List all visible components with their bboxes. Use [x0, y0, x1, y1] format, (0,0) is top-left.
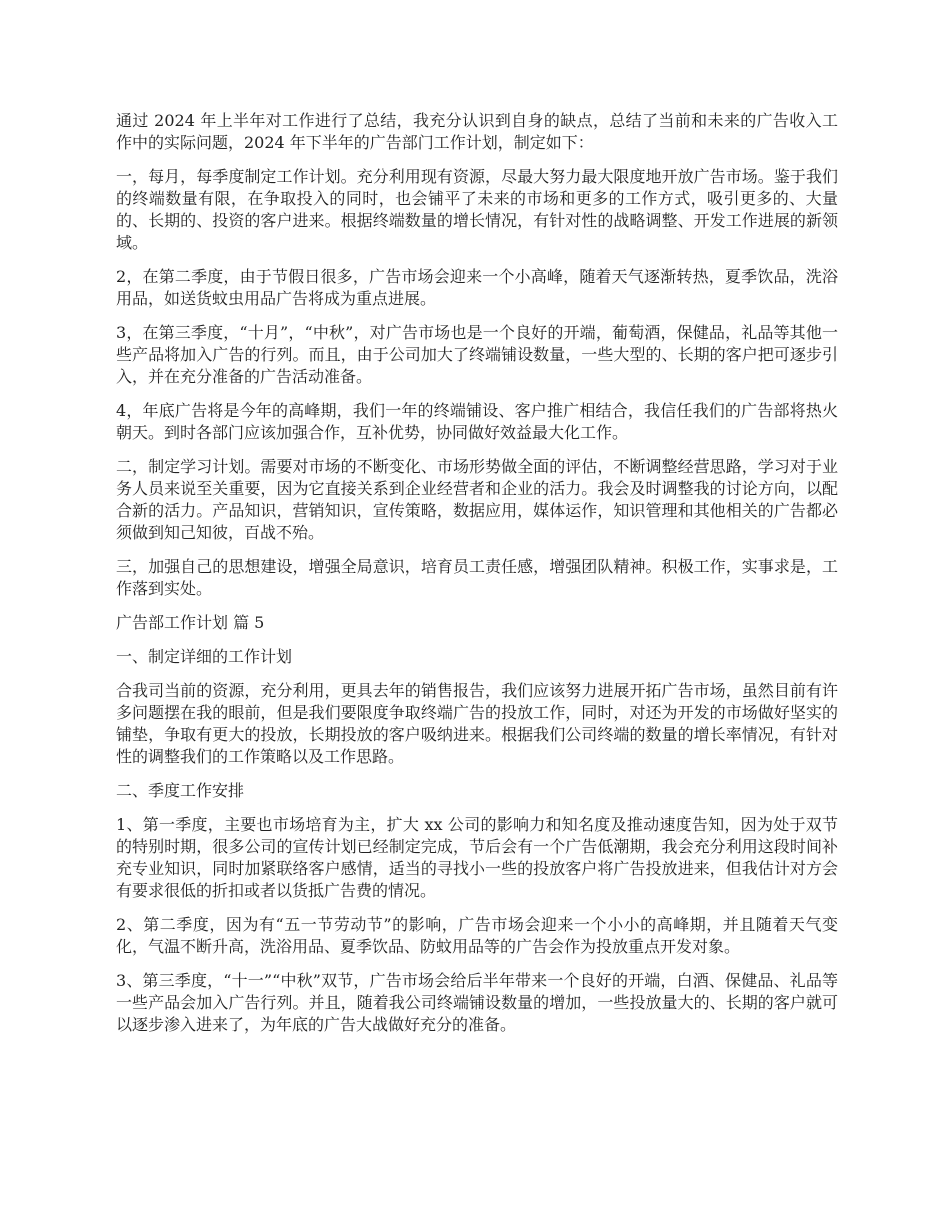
quarter-3-paragraph: 3、第三季度，“十一”“中秋”双节，广告市场会给后半年带来一个良好的开端，白酒、保健品、礼品等一些产品会加入广告行列。并且，随着我公司终端铺设数量的增加，一些投放量大的、长期的客户就可以逐步渗入进来了，为年底的广告大战做好充分的准备。 — [116, 971, 838, 1034]
subsection-title-quarterly: 二、季度工作安排 — [116, 781, 245, 800]
quarter-2-paragraph: 2、第二季度，因为有“五一节劳动节”的影响，广告市场会迎来一个小小的高峰期，并且随着天气变化，气温不断升高，洗浴用品、夏季饮品、防蚊用品等的广告会作为投放重点开发对象。 — [116, 915, 838, 956]
plan-item-q3: 3，在第三季度，“十月”，“中秋”，对广告市场也是一个良好的开端，葡萄酒，保健品，礼品等其他一些产品将加入广告的行列。而且，由于公司加大了终端铺设数量，一些大型的、长期的客户把可逐步引入，并在充分准备的广告活动准备。 — [116, 323, 838, 386]
plan-item-study: 二，制定学习计划。需要对市场的不断变化、市场形势做全面的评估，不断调整经营思路，学习对于业务人员来说至关重要，因为它直接关系到企业经营者和企业的活力。我会及时调整我的讨论方向，以配合新的活力。产品知识，营销知识，宣传策略，数据应用，媒体运作，知识管理和其他相关的广告都必须做到知己知彼，百战不殆。 — [116, 457, 838, 542]
intro-paragraph: 通过 2024 年上半年对工作进行了总结，我充分认识到自身的缺点，总结了当前和未来的广告收入工作中的实际问题，2024 年下半年的广告部门工作计划，制定如下： — [116, 111, 838, 152]
quarter-1-paragraph: 1、第一季度，主要也市场培育为主，扩大 xx 公司的影响力和知名度及推动速度告知，因为处于双节的特别时期，很多公司的宣传计划已经制定完成，节后会有一个广告低潮期，我会充分利用这段时间补充专业知识，同时加紧联络客户感情，适当的寻找小一些的投放客户将广告投放进来，但我估计对方会有要求很低的折扣或者以货抵广告费的情况。 — [116, 815, 838, 900]
plan-item-monthly: 一，每月，每季度制定工作计划。充分利用现有资源，尽最大努力最大限度地开放广告市场。鉴于我们的终端数量有限，在争取投入的同时，也会铺平了未来的市场和更多的工作方式，吸引更多的、大量的、长期的、投资的客户进来。根据终端数量的增长情况，有针对性的战略调整、开发工作进展的新领域。 — [116, 167, 838, 252]
plan-item-year-end: 4，年底广告将是今年的高峰期，我们一年的终端铺设、客户推广相结合，我信任我们的广告部将热火朝天。到时各部门应该加强合作，互补优势，协同做好效益最大化工作。 — [116, 401, 838, 442]
subsection-title-detailed-plan: 一、制定详细的工作计划 — [116, 647, 293, 666]
section-title: 广告部工作计划 篇 5 — [116, 613, 265, 632]
plan-item-q2: 2，在第二季度，由于节假日很多，广告市场会迎来一个小高峰，随着天气逐渐转热，夏季饮品，洗浴用品，如送货蚊虫用品广告将成为重点进展。 — [116, 267, 838, 308]
document-page — [116, 110, 838, 1048]
plan-item-self-building: 三，加强自己的思想建设，增强全局意识，培育员工责任感，增强团队精神。积极工作，实事求是，工作落到实处。 — [116, 557, 838, 598]
detailed-plan-paragraph: 合我司当前的资源，充分利用，更具去年的销售报告，我们应该努力进展开拓广告市场，虽然目前有许多问题摆在我的眼前，但是我们要限度争取终端广告的投放工作，同时，对还为开发的市场做好坚实的铺垫，争取有更大的投放，长期投放的客户吸纳进来。根据我们公司终端的数量的增长率情况，有针对性的调整我们的工作策略以及工作思路。 — [116, 681, 838, 766]
